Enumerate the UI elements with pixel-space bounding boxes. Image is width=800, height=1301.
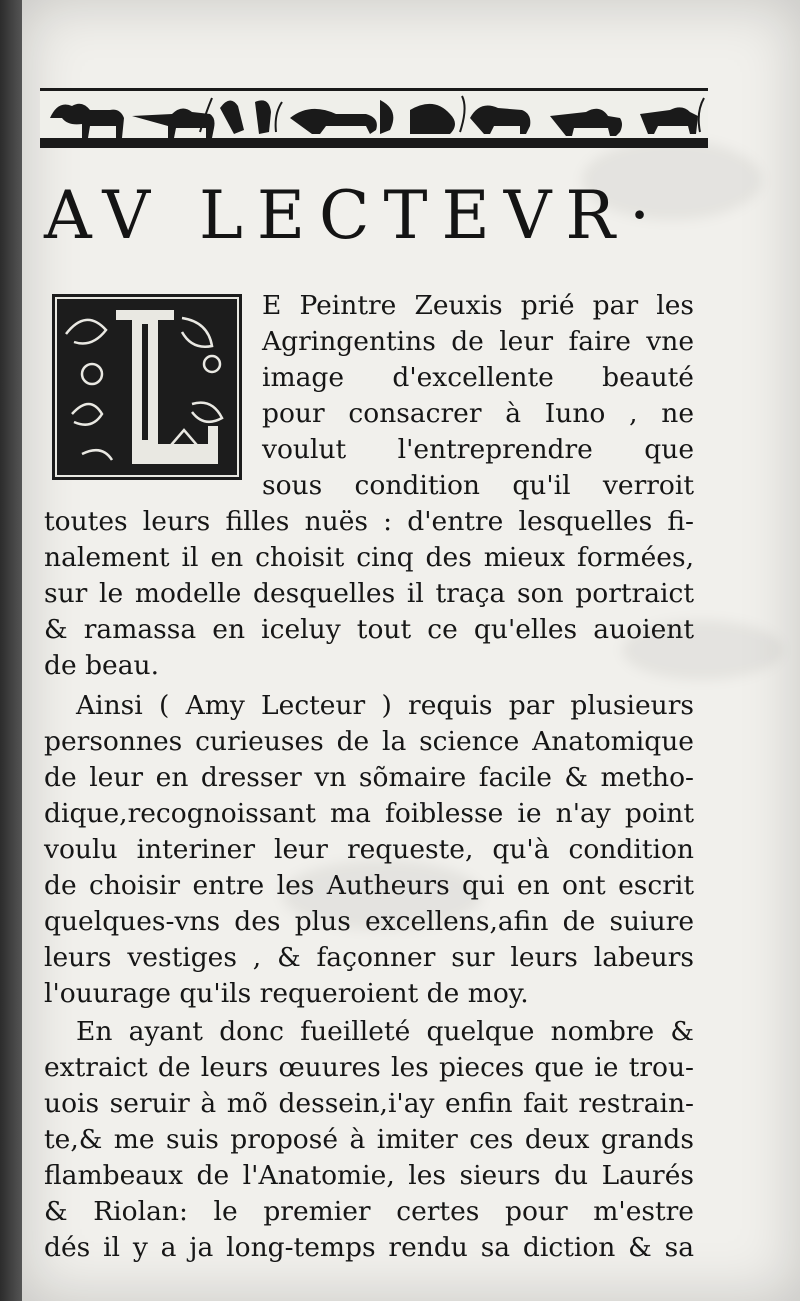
page-heading: AV LECTEVR· [44, 177, 665, 254]
text-line: extraict de leurs œuures les pieces que ie trou- [44, 1052, 694, 1083]
text-line: de beau. [44, 650, 160, 681]
text-line: En ayant donc fueilleté quelque nombre & [76, 1016, 694, 1047]
text-line: de choisir entre les Autheurs qui en ont escrit [44, 870, 694, 901]
text-line: & ramassa en iceluy tout ce qu'elles auoient [44, 614, 694, 645]
text-line: Ainsi ( Amy Lecteur ) requis par plusieurs [76, 690, 694, 721]
text-line: flambeaux de l'Anatomie, les sieurs du Laurés [44, 1160, 694, 1191]
text-line: l'ouurage qu'ils requeroient de moy. [44, 978, 529, 1009]
text-line: E Peintre Zeuxis prié par les [262, 290, 694, 321]
text-line: pour consacrer à Iuno , ne [262, 398, 694, 429]
text-line: toutes leurs filles nuës : d'entre lesquelles fi- [44, 506, 694, 537]
animal-frieze-ornament-icon [40, 88, 708, 148]
text-line: & Riolan: le premier certes pour m'estre [44, 1196, 694, 1227]
text-line: leurs vestiges , & façonner sur leurs labeurs [44, 942, 694, 973]
text-line: personnes curieuses de la science Anatomique [44, 726, 694, 757]
text-line: nalement il en choisit cinq des mieux formées, [44, 542, 694, 573]
text-line: uois seruir à mõ dessein,i'ay enfin fait restrain- [44, 1088, 694, 1119]
text-line: te,& me suis proposé à imiter ces deux grands [44, 1124, 694, 1155]
text-line: dique,recognoissant ma foiblesse ie n'ay point [44, 798, 694, 829]
text-line: voulu interiner leur requeste, qu'à condition [44, 834, 694, 865]
text-line: voulut l'entreprendre que [262, 434, 694, 465]
floral-dropcap-ornament-icon [52, 294, 242, 480]
text-line: quelques-vns des plus excellens,afin de suiure [44, 906, 694, 937]
text-line: de leur en dresser vn sõmaire facile & metho- [44, 762, 694, 793]
page-left-edge-shadow [0, 0, 22, 1301]
text-line: sur le modelle desquelles il traça son portraict [44, 578, 694, 609]
text-line: image d'excellente beauté [262, 362, 694, 393]
text-line: Agringentins de leur faire vne [262, 326, 694, 357]
text-line: dés il y a ja long-temps rendu sa diction & sa [44, 1232, 694, 1263]
book-page [22, 0, 800, 1301]
text-line: sous condition qu'il verroit [262, 470, 694, 501]
